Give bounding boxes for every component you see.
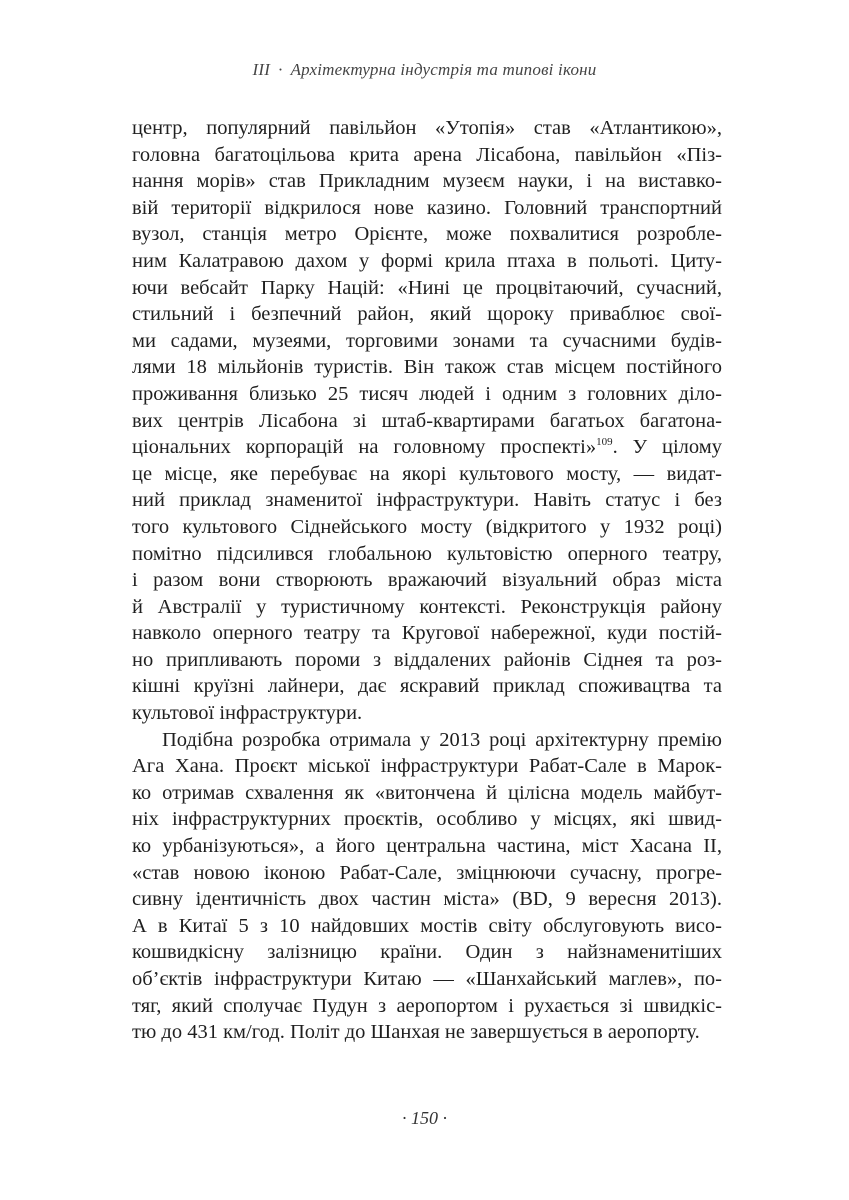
running-head-separator: ·: [278, 60, 283, 79]
text-line: ним Калатравою дахом у формі крила птаха в польоті. Циту-: [132, 249, 722, 272]
text-line: кішні круїзні лайнери, дає яскравий приклад споживацтва та: [132, 675, 722, 698]
text-line: лями 18 мільйонів туристів. Він також став місцем постійного: [132, 356, 722, 379]
body-text: [132, 115, 722, 1046]
text-line: культової інфраструктури.: [132, 702, 363, 725]
text-line: вій території відкрилося нове казино. Головний транспортний: [132, 196, 722, 219]
text-line: Ага Хана. Проєкт міської інфраструктури Рабат-Сале в Марок-: [132, 755, 722, 778]
paragraph-2: [132, 727, 722, 1046]
text-line: ючи вебсайт Парку Націй: «Нині це процвітаючий, сучасний,: [132, 276, 722, 299]
paragraph-1: [132, 115, 722, 727]
text-line: А в Китаї 5 з 10 найдовших мостів світу обслуговують висо-: [132, 914, 722, 937]
text-line: це місце, яке перебуває на якорі культового мосту, — видат-: [132, 462, 722, 485]
text-line: нання морів» став Прикладним музеєм науки, і на виставко-: [132, 170, 722, 193]
text-line: ми садами, музеями, торговими зонами та сучасними будів-: [132, 329, 722, 352]
running-head-title: Архітектурна індустрія та типові ікони: [290, 60, 597, 79]
text-segment: ціональних корпорацій на головному проспекті»: [132, 436, 597, 459]
text-line: помітно підсилився глобальною культовістю оперного театру,: [132, 542, 722, 565]
text-segment: . У цілому: [612, 436, 722, 459]
text-line: Подібна розробка отримала у 2013 році архітектурну премію: [162, 728, 722, 751]
text-line: головна багатоцільова крита арена Лісабона, павільйон «Піз-: [132, 143, 722, 166]
text-line: вузол, станція метро Орієнте, може похвалитися розроблe-: [132, 223, 722, 246]
footnote-ref[interactable]: 109: [596, 436, 613, 449]
running-head: [0, 60, 849, 80]
text-line: центр, популярний павільйон «Утопія» став «Атлантикою»,: [132, 117, 722, 139]
text-line: стильний і безпечний район, який щороку приваблює свої-: [132, 303, 722, 326]
text-line: ко отримав схвалення як «витончена й цілісна модель майбут-: [132, 781, 722, 804]
text-line: но припливають пороми з віддалених районів Сіднея та роз-: [132, 648, 722, 671]
text-line: проживання близько 25 тисяч людей і одним з головних діло-: [132, 382, 722, 405]
text-line: «став новою іконою Рабат-Сале, зміцнюючи сучасну, прогре-: [132, 861, 722, 884]
text-line: вих центрів Лісабона зі штаб-квартирами багатьох багатона-: [132, 409, 722, 432]
running-head-chapter: III: [252, 60, 271, 79]
text-line: тяг, який сполучає Пудун з аеропортом і рухається зі швидкіс-: [132, 994, 722, 1017]
text-line: ко урбанізуються», а його центральна частина, міст Хасана II,: [132, 835, 722, 858]
page-number: · 150 ·: [402, 1108, 447, 1128]
text-line-with-footnote: [132, 434, 722, 461]
text-line: ніх інфраструктурних проєктів, особливо у місцях, які швид-: [132, 808, 722, 831]
text-line: й Австралії у туристичному контексті. Реконструкція району: [132, 595, 722, 618]
text-line: тю до 431 км/год. Політ до Шанхая не завершується в аеропорту.: [132, 1021, 700, 1044]
text-line: навколо оперного театру та Кругової набережної, куди постій-: [132, 622, 722, 645]
text-line: і разом вони створюють вражаючий візуальний образ міста: [132, 569, 722, 592]
text-line: кошвидкісну залізницю країни. Один з найзнаменитіших: [132, 941, 722, 964]
text-line: об’єктів інфраструктури Китаю — «Шанхайський маглев», по-: [132, 968, 722, 990]
text-line: ний приклад знаменитої інфраструктури. Навіть статус і без: [132, 489, 722, 512]
text-line: того культового Сіднейського мосту (відкритого у 1932 році): [132, 515, 722, 538]
text-line: сивну ідентичність двох частин міста» (BD, 9 вересня 2013).: [132, 888, 722, 911]
